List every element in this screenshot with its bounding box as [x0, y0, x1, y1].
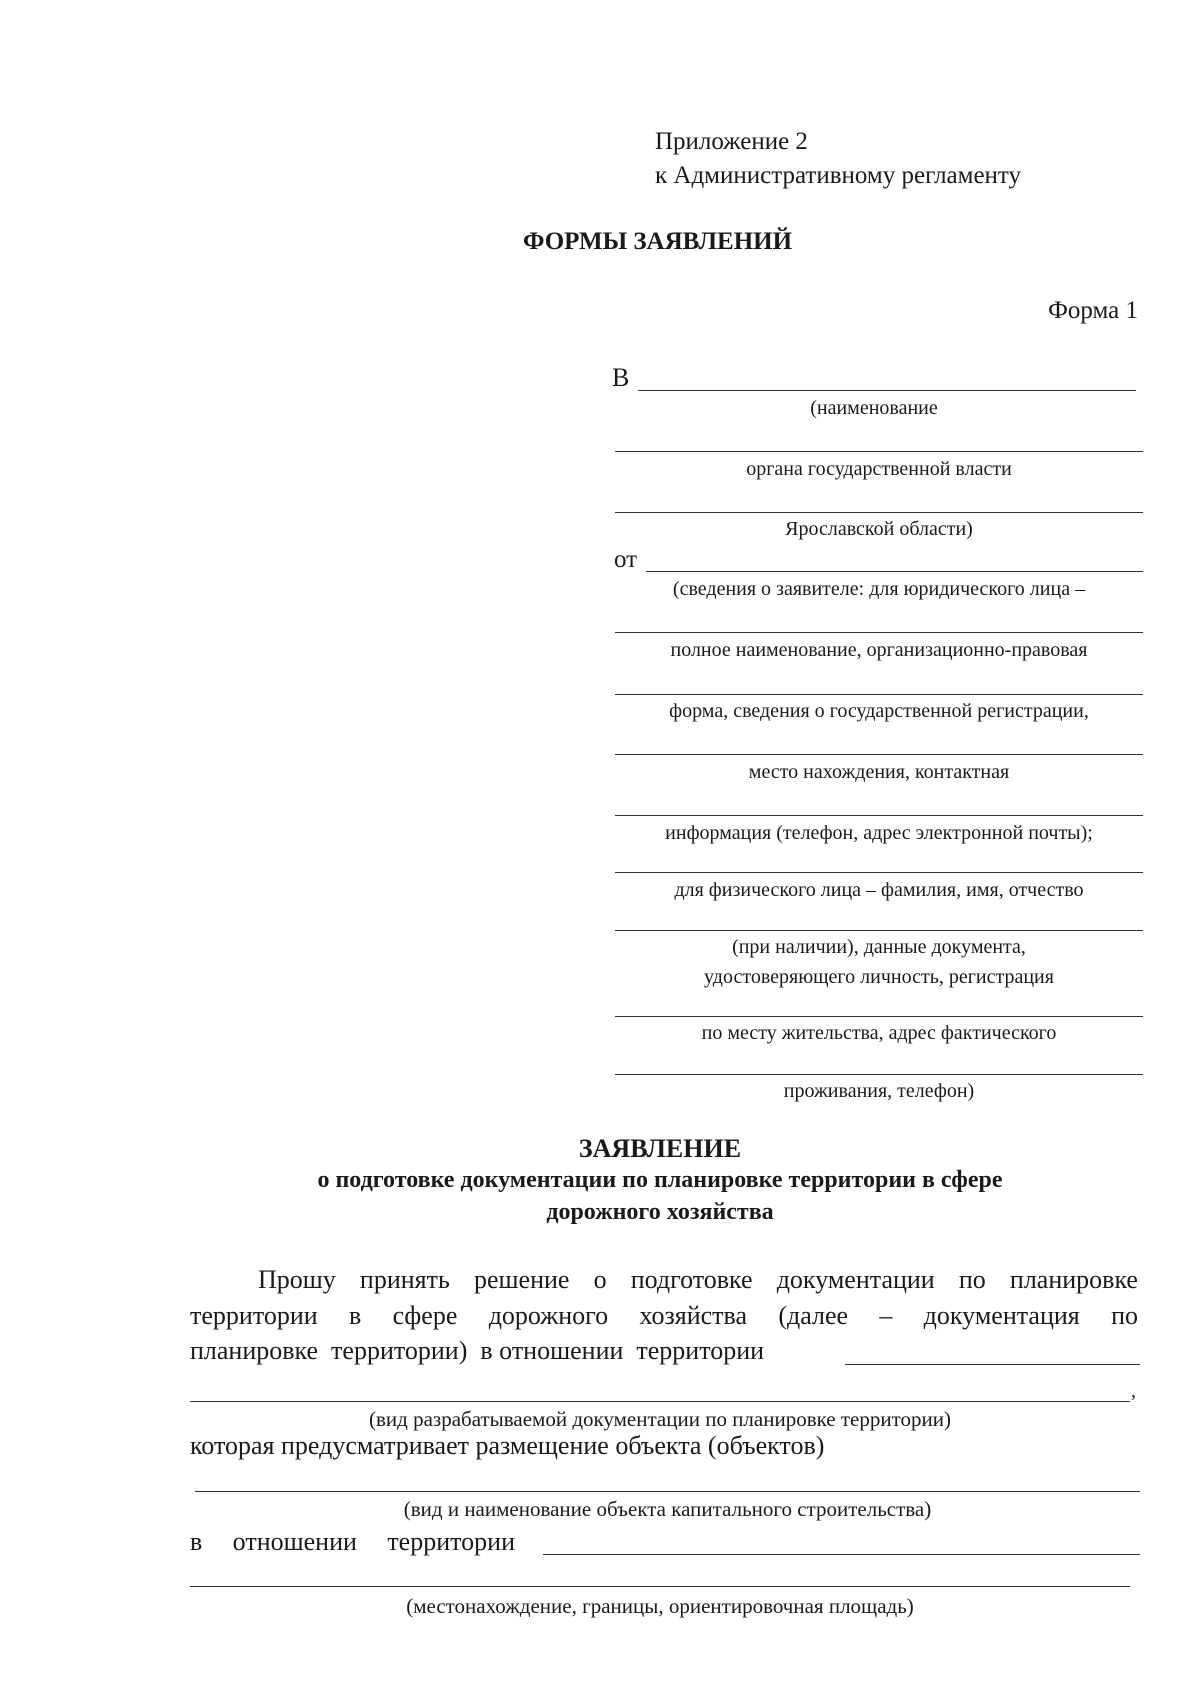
word: дорожного — [488, 1301, 609, 1330]
from-hint-1: (сведения о заявителе: для юридического лица – — [672, 578, 1086, 600]
word: территории — [190, 1301, 318, 1330]
doc-type-field[interactable] — [190, 1401, 1130, 1402]
from-hint-7: (при наличии), данные документа, — [732, 936, 1026, 958]
word: хозяйства — [639, 1301, 748, 1330]
from-field-3[interactable] — [615, 694, 1143, 695]
appendix-label: Приложение 2 — [655, 128, 808, 155]
from-field-4[interactable] — [615, 754, 1143, 755]
from-hint-8: удостоверяющего личность, регистрация — [704, 966, 1054, 988]
body-line-1 — [258, 1265, 1138, 1295]
to-hint-2: органа государственной власти — [746, 458, 1012, 480]
from-field-6[interactable] — [615, 872, 1143, 873]
to-field-3[interactable] — [615, 512, 1143, 513]
word: отношении — [232, 1527, 357, 1556]
to-field-2[interactable] — [615, 451, 1143, 452]
territory-line — [190, 1527, 515, 1557]
statement-subtitle-2: дорожного хозяйства — [546, 1199, 774, 1225]
from-field-8[interactable] — [615, 1016, 1143, 1017]
from-hint-9: по месту жительства, адрес фактического — [701, 1022, 1057, 1044]
from-hint-4: место нахождения, контактная — [748, 761, 1010, 783]
territory-field-2[interactable] — [543, 1554, 1140, 1555]
regulation-label: к Административному регламенту — [655, 162, 1022, 189]
to-hint-1: (наименование — [810, 397, 938, 419]
word: сфере — [392, 1301, 458, 1330]
word: в — [190, 1527, 203, 1556]
from-prefix: от — [614, 546, 638, 573]
word: (далее — [778, 1301, 849, 1330]
doc-type-hint: (вид разрабатываемой документации по планировке территории) — [369, 1407, 951, 1431]
object-field[interactable] — [195, 1491, 1140, 1492]
word: – — [879, 1301, 893, 1330]
from-hint-5: информация (телефон, адрес электронной почты); — [665, 822, 1093, 844]
to-name-field[interactable] — [638, 390, 1136, 391]
from-hint-3: форма, сведения о государственной регистрации, — [669, 700, 1089, 722]
from-hint-2: полное наименование, организационно-правовая — [670, 639, 1088, 661]
word: планировке — [1009, 1265, 1138, 1294]
from-field-9[interactable] — [615, 1074, 1143, 1075]
form-number: Форма 1 — [1048, 297, 1138, 324]
from-hint-6: для физического лица – фамилия, имя, отчество — [674, 879, 1084, 901]
from-field-1[interactable] — [646, 571, 1143, 572]
word: документация — [923, 1301, 1080, 1330]
location-hint: (местонахождение, границы, ориентировочная площадь) — [406, 1594, 914, 1618]
statement-subtitle-1: о подготовке документации по планировке территории в сфере — [317, 1167, 1003, 1193]
statement-title: ЗАЯВЛЕНИЕ — [578, 1134, 742, 1163]
word: по — [1111, 1301, 1138, 1330]
territory-field[interactable] — [845, 1364, 1140, 1365]
word: принять — [359, 1265, 450, 1294]
from-field-2[interactable] — [615, 632, 1143, 633]
word: в — [348, 1301, 362, 1330]
word: по — [958, 1265, 986, 1294]
word: о — [593, 1265, 607, 1294]
from-field-7[interactable] — [615, 930, 1143, 931]
word: территории — [387, 1527, 515, 1556]
comma: , — [1131, 1380, 1136, 1402]
word: подготовке — [630, 1265, 753, 1294]
from-hint-10: проживания, телефон) — [783, 1080, 975, 1102]
section-title: ФОРМЫ ЗАЯВЛЕНИЙ — [522, 228, 793, 255]
word: Прошу — [258, 1265, 336, 1294]
to-hint-3: Ярославской области) — [785, 518, 973, 540]
body-line-3: планировке территории) в отношении территории — [190, 1336, 765, 1365]
word: решение — [473, 1265, 570, 1294]
word: документации — [776, 1265, 935, 1294]
to-prefix: В — [612, 363, 630, 392]
body-line-2 — [190, 1301, 1138, 1331]
from-field-5[interactable] — [615, 815, 1143, 816]
object-line: которая предусматривает размещение объекта (объектов) — [190, 1431, 825, 1460]
location-field[interactable] — [190, 1586, 1130, 1587]
object-hint: (вид и наименование объекта капитального строительства) — [403, 1497, 932, 1521]
